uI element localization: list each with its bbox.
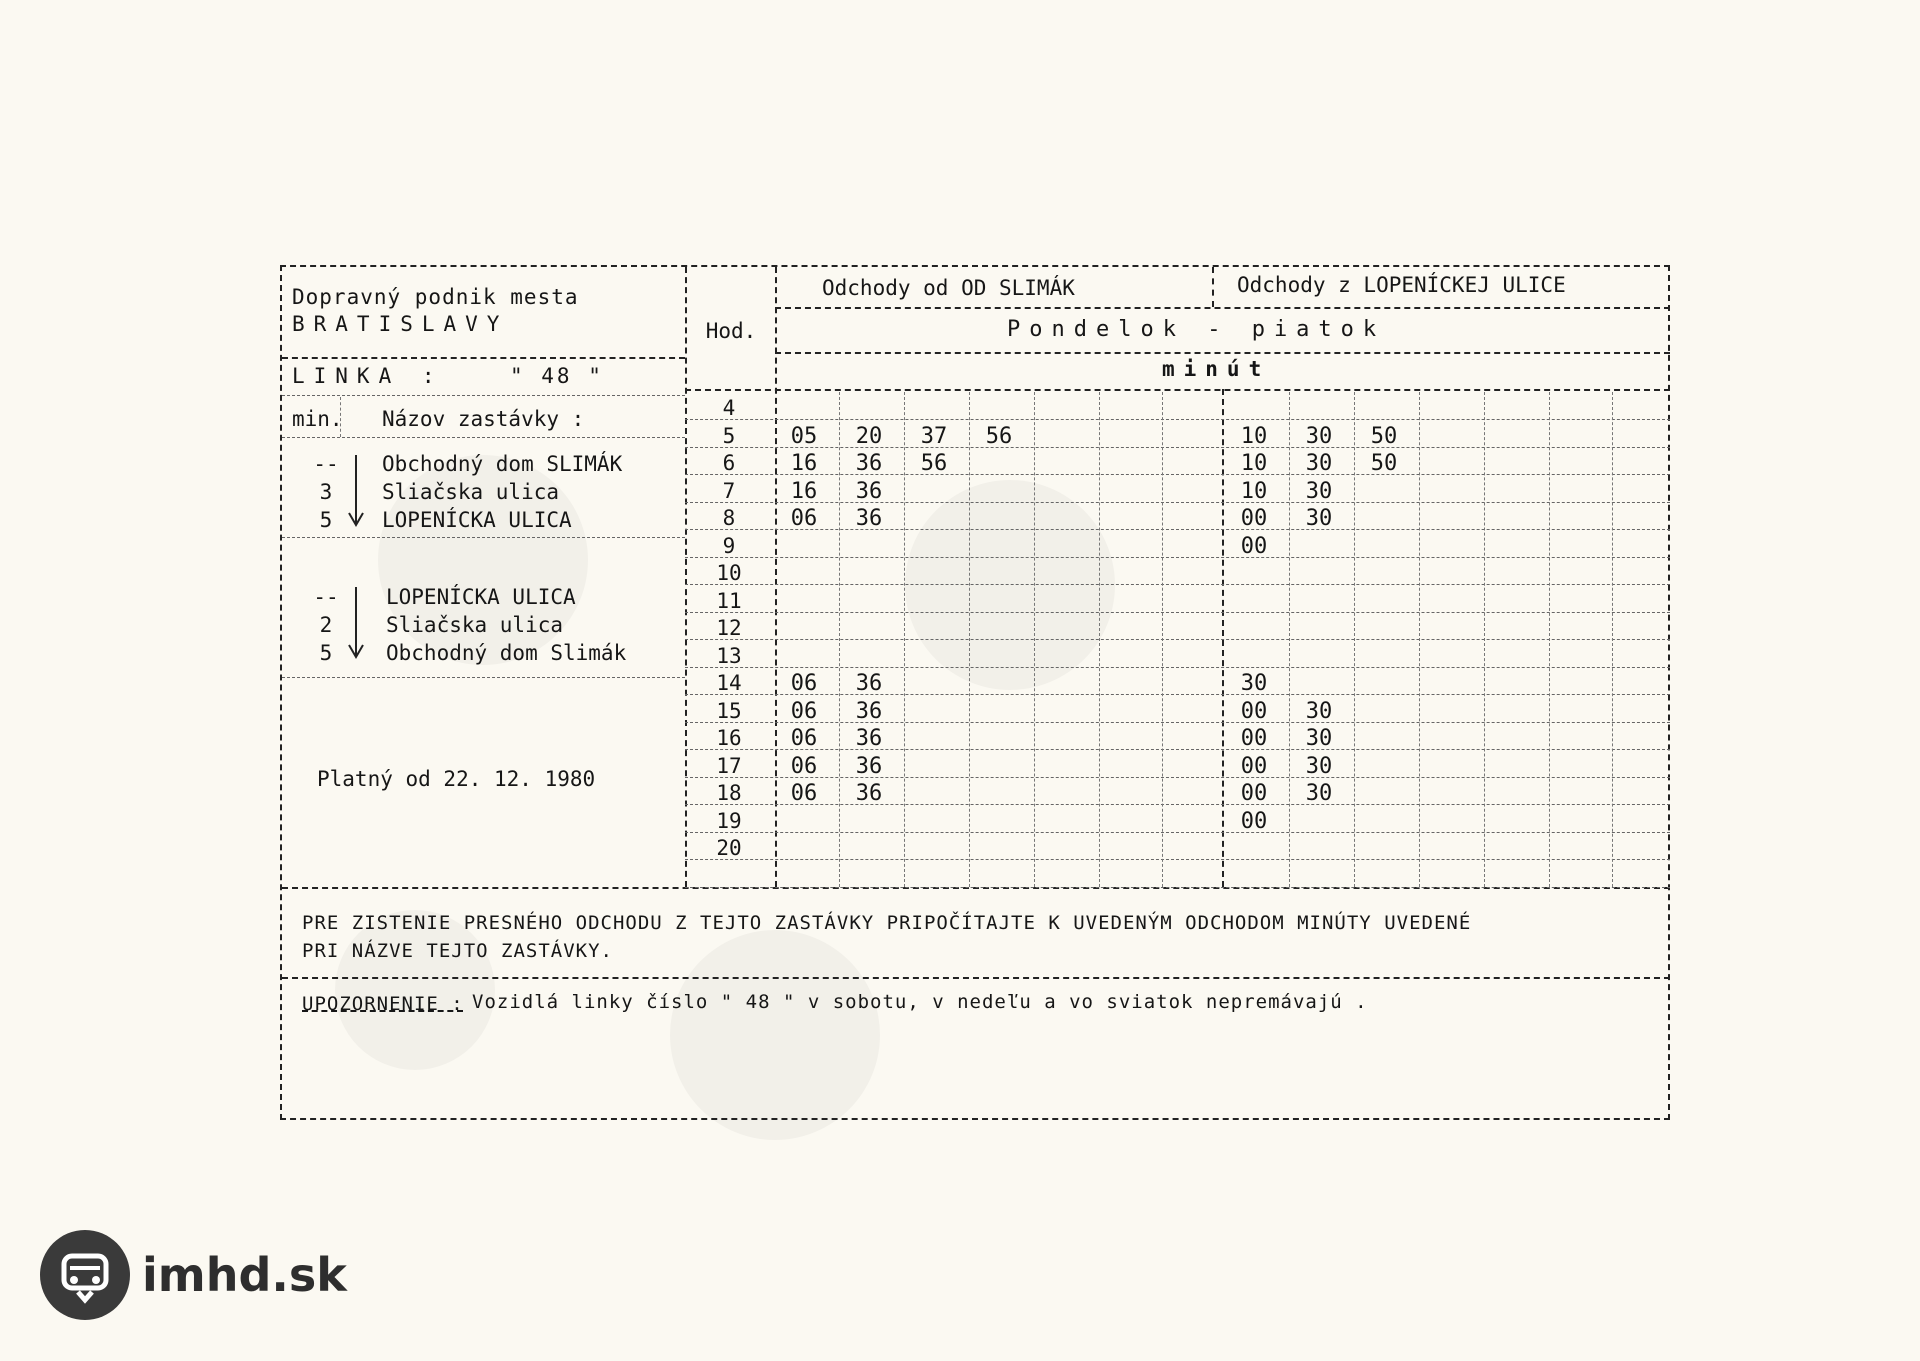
stop-name-column-label: Názov zastávky : xyxy=(382,407,585,431)
departure-b-minute: 30 xyxy=(1305,753,1333,779)
header-rule-3 xyxy=(685,389,1670,391)
departure-b-minute: 10 xyxy=(1240,423,1268,449)
route-b-stop: Sliačska ulica xyxy=(386,613,564,637)
min-column-label: min. xyxy=(292,407,343,431)
departure-a-minute: 56 xyxy=(985,423,1013,449)
hour-cell: 19 xyxy=(716,808,742,833)
departure-b-minute: 00 xyxy=(1240,781,1268,806)
direction-divider xyxy=(1222,389,1224,887)
down-arrow-icon xyxy=(344,585,368,661)
hour-column-divider xyxy=(775,267,777,887)
departure-a-minute: 06 xyxy=(790,753,818,779)
departure-b-minute: 10 xyxy=(1240,451,1268,476)
hour-cell: 13 xyxy=(716,643,742,668)
hour-column-label: Hod. xyxy=(705,319,757,343)
timetable-card xyxy=(280,265,1670,1120)
departure-b-minute: 00 xyxy=(1240,533,1268,559)
header-rule-2 xyxy=(775,352,1670,354)
operator-rule xyxy=(282,357,685,359)
route-a-stop: Obchodný dom SLIMÁK xyxy=(382,452,623,476)
hour-cell: 9 xyxy=(722,533,736,558)
departure-b-minute: 30 xyxy=(1305,423,1333,449)
route-a-stop: Sliačska ulica xyxy=(382,480,560,504)
departure-b-minute: 30 xyxy=(1305,478,1333,504)
departure-a-minute: 16 xyxy=(790,451,818,476)
hour-cell: 15 xyxy=(716,698,742,723)
imhd-logo xyxy=(40,1230,130,1320)
departure-b-minute: 00 xyxy=(1240,808,1268,834)
hour-cell: 8 xyxy=(722,506,736,530)
operator-name: Dopravný podnik mesta xyxy=(292,285,579,309)
hour-cell: 20 xyxy=(716,836,742,860)
bus-icon xyxy=(40,1230,130,1320)
departure-b-minute: 50 xyxy=(1370,423,1398,449)
departure-b-minute: 00 xyxy=(1240,753,1268,779)
instruction-line-1: PRE ZISTENIE PRESNÉHO ODCHODU Z TEJTO ZASTÁVKY PRIPOČÍTAJTE K UVEDENÝM ODCHODOM MINÚTY UVEDENÉ xyxy=(302,912,1472,934)
departure-b-minute: 30 xyxy=(1305,698,1333,724)
departure-a-minute: 36 xyxy=(855,726,883,751)
hour-cell: 7 xyxy=(722,478,736,503)
departure-b-minute: 50 xyxy=(1370,451,1398,476)
departure-a-minute: 06 xyxy=(790,671,818,696)
route-b-min: 2 xyxy=(319,613,333,637)
hour-cell: 4 xyxy=(722,396,736,420)
brand-text: imhd.sk xyxy=(142,1248,347,1302)
departure-b-minute: 30 xyxy=(1305,506,1333,531)
instruction-rule xyxy=(282,977,1670,979)
departures-b-title: Odchody z LOPENÍCKEJ ULICE xyxy=(1237,273,1566,297)
departure-b-minute: 00 xyxy=(1240,726,1268,751)
down-arrow-icon xyxy=(344,453,368,529)
warning-label: UPOZORNENIE : xyxy=(302,993,464,1015)
hour-cell: 14 xyxy=(716,671,742,695)
departure-a-minute: 36 xyxy=(855,506,883,531)
instruction-line-2: PRI NÁZVE TEJTO ZASTÁVKY. xyxy=(302,940,613,962)
route-b-min: 5 xyxy=(319,641,333,665)
route-b-stop: Obchodný dom Slimák xyxy=(386,641,627,665)
route-a-min: 3 xyxy=(319,480,333,504)
line-number: " 48 " xyxy=(510,364,604,388)
valid-from: Platný od 22. 12. 1980 xyxy=(317,767,596,791)
departure-a-minute: 36 xyxy=(855,478,883,504)
departure-a-minute: 37 xyxy=(920,423,948,449)
departure-a-minute: 36 xyxy=(855,753,883,779)
hour-cell: 18 xyxy=(716,781,742,805)
route-a-min: -- xyxy=(313,452,339,476)
departure-a-minute: 06 xyxy=(790,781,818,806)
minutes-label: minút xyxy=(1162,357,1271,381)
departure-b-minute: 00 xyxy=(1240,506,1268,531)
departure-a-minute: 06 xyxy=(790,698,818,724)
hour-cell: 16 xyxy=(716,726,742,750)
departure-a-minute: 36 xyxy=(855,781,883,806)
departure-a-minute: 06 xyxy=(790,506,818,531)
departure-a-minute: 06 xyxy=(790,726,818,751)
departure-b-minute: 30 xyxy=(1305,726,1333,751)
days-label: Pondelok - piatok xyxy=(1007,317,1386,342)
departure-a-minute: 36 xyxy=(855,451,883,476)
hour-cell: 12 xyxy=(716,616,742,640)
operator-city: BRATISLAVY xyxy=(292,312,509,336)
departure-a-minute: 16 xyxy=(790,478,818,504)
line-label: LINKA : xyxy=(292,364,444,388)
departure-b-minute: 30 xyxy=(1240,671,1268,696)
departure-b-minute: 30 xyxy=(1305,781,1333,806)
departure-a-minute: 36 xyxy=(855,698,883,724)
header-split-divider xyxy=(1212,267,1214,307)
hour-cell: 17 xyxy=(716,753,742,778)
hour-cell: 10 xyxy=(716,561,742,585)
left-panel-divider xyxy=(685,267,687,887)
header-rule-1 xyxy=(775,307,1670,309)
warning-text: Vozidlá linky číslo " 48 " v sobotu, v nedeľu a vo sviatok nepremávajú . xyxy=(472,991,1368,1013)
departure-b-minute: 10 xyxy=(1240,478,1268,504)
route-a-stop: LOPENÍCKA ULICA xyxy=(382,508,572,532)
departure-a-minute: 20 xyxy=(855,423,883,449)
route-b-stop: LOPENÍCKA ULICA xyxy=(386,585,576,609)
hour-cell: 6 xyxy=(722,451,736,475)
hour-cell: 11 xyxy=(716,588,742,613)
departure-b-minute: 30 xyxy=(1305,451,1333,476)
route-a-min: 5 xyxy=(319,508,333,532)
departure-a-minute: 36 xyxy=(855,671,883,696)
departures-a-title: Odchody od OD SLIMÁK xyxy=(822,276,1075,300)
departure-a-minute: 56 xyxy=(920,451,948,476)
route-b-min: -- xyxy=(313,585,339,609)
departure-b-minute: 00 xyxy=(1240,698,1268,724)
hour-cell: 5 xyxy=(722,423,736,448)
departure-a-minute: 05 xyxy=(790,423,818,449)
